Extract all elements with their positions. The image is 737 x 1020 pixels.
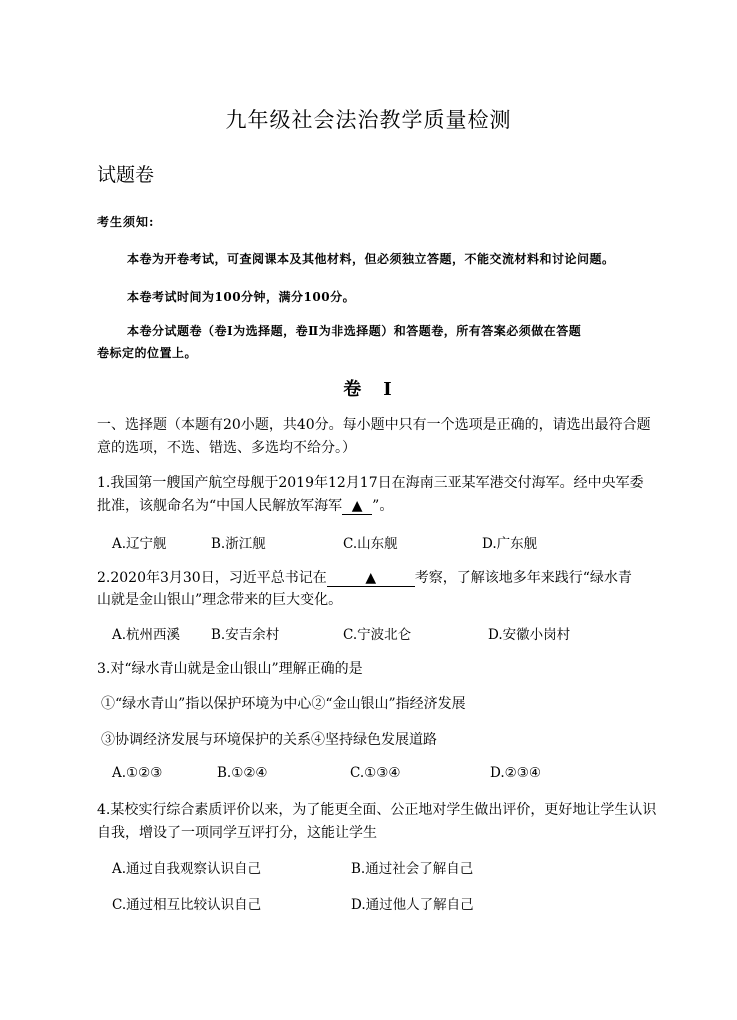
q4-option-d: D.通过他人了解自己 bbox=[351, 897, 474, 913]
q3-option-c: C.①③④ bbox=[350, 765, 401, 781]
q4-option-a: A.通过自我观察认识自己 bbox=[112, 861, 262, 877]
paper-subtitle: 试题卷 bbox=[97, 164, 155, 186]
q1-stem-line-1: 1.我国第一艘国产航空母舰于2019年12月17日在海南三亚某军港交付海军。经中央军委 bbox=[97, 475, 644, 491]
q4-stem-line-2: 自我，增设了一项同学互评打分，这能让学生 bbox=[97, 825, 377, 841]
q1-stem-line-2 bbox=[97, 495, 393, 515]
q3-option-b: B.①②④ bbox=[217, 765, 268, 781]
q2-option-d: D.安徽小岗村 bbox=[488, 627, 571, 643]
notice-item-3: 本卷分试题卷（卷Ⅰ为选择题，卷Ⅱ为非选择题）和答题卷，所有答案必须做在答题 bbox=[127, 324, 582, 338]
q4-option-c: C.通过相互比较认识自己 bbox=[112, 897, 262, 913]
q3-option-d: D.②③④ bbox=[490, 765, 541, 781]
q1-option-a: A.辽宁舰 bbox=[112, 536, 167, 552]
q2-stem-line-1 bbox=[97, 567, 632, 587]
part-intro-line-2: 意的选项，不选、错选、多选均不给分。） bbox=[97, 440, 356, 456]
q2-stem-end: 考察，了解该地多年来践行“绿水青 bbox=[414, 570, 632, 586]
notice-item-1: 本卷为开卷考试，可查阅课本及其他材料，但必须独立答题，不能交流材料和讨论问题。 bbox=[127, 252, 615, 266]
q2-stem-line-2: 山就是金山银山”理念带来的巨大变化。 bbox=[97, 592, 343, 608]
q1-stem-text: 批准，该舰命名为“中国人民解放军海军 bbox=[97, 498, 343, 514]
q1-answer-blank: ▲ bbox=[342, 499, 372, 515]
q4-stem-line-1: 4.某校实行综合素质评价以来，为了能更全面、公正地对学生做出评价，更好地让学生认识 bbox=[97, 802, 657, 818]
q2-stem-text: 2.2020年3月30日，习近平总书记在 bbox=[97, 570, 327, 586]
q1-option-c: C.山东舰 bbox=[343, 536, 398, 552]
notice-item-2: 本卷考试时间为100分钟，满分100分。 bbox=[127, 290, 356, 304]
q3-statement-line-1: ①“绿水青山”指以保护环境为中心②“金山银山”指经济发展 bbox=[101, 696, 466, 712]
q2-option-b: B.安吉余村 bbox=[211, 627, 280, 643]
q3-statement-line-2: ③协调经济发展与环境保护的关系④坚持绿色发展道路 bbox=[101, 732, 437, 748]
q3-stem: 3.对“绿水青山就是金山银山”理解正确的是 bbox=[97, 661, 363, 677]
page-title: 九年级社会法治教学质量检测 bbox=[225, 108, 512, 132]
q1-option-b: B.浙江舰 bbox=[211, 536, 266, 552]
q2-option-c: C.宁波北仑 bbox=[343, 627, 412, 643]
notice-heading: 考生须知: bbox=[97, 215, 155, 229]
notice-item-4: 卷标定的位置上。 bbox=[97, 346, 198, 360]
q1-option-d: D.广东舰 bbox=[482, 536, 538, 552]
q1-stem-end: ”。 bbox=[372, 498, 394, 514]
q3-option-a: A.①②③ bbox=[112, 765, 163, 781]
q4-option-b: B.通过社会了解自己 bbox=[351, 861, 474, 877]
q2-option-a: A.杭州西溪 bbox=[112, 627, 181, 643]
section-title: 卷 I bbox=[343, 379, 394, 400]
part-intro-line-1: 一、选择题（本题有20小题，共40分。每小题中只有一个选项是正确的，请选出最符合题 bbox=[97, 417, 651, 433]
q2-answer-blank: ▲ bbox=[327, 571, 415, 587]
